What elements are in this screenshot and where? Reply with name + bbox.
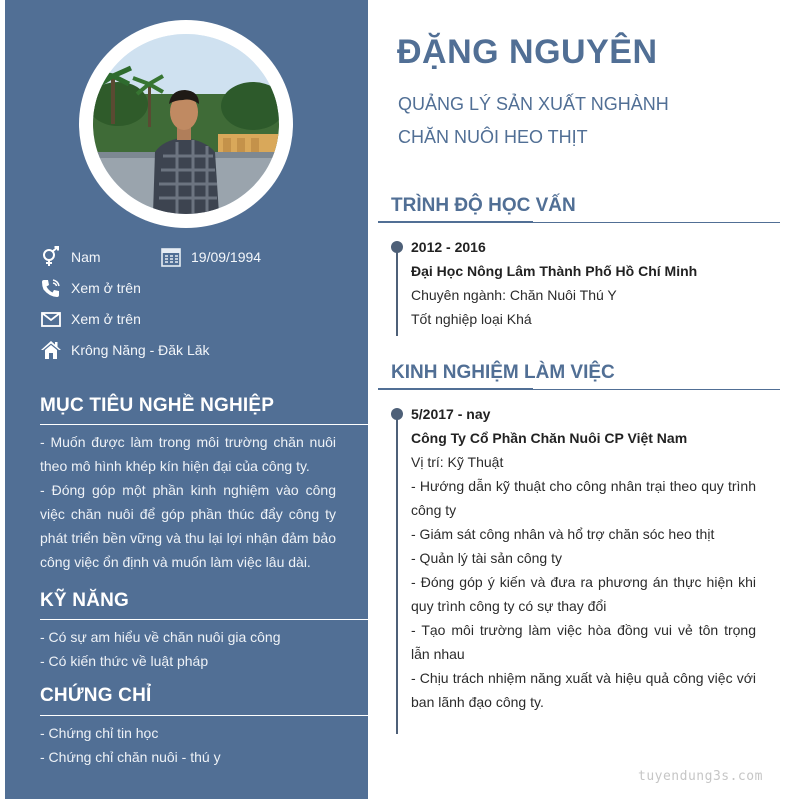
contact-phone [40, 277, 141, 299]
list-item: - Quản lý tài sản công ty [411, 550, 562, 566]
profile-title-line-1: QUẢNG LÝ SẢN XUẤT NGHÀNH [398, 94, 669, 114]
education-major: Chuyên ngành: Chăn Nuôi Thú Y [411, 287, 617, 303]
list-item: - Hướng dẫn kỹ thuật cho công nhân trại theo quy trình công ty [411, 478, 756, 518]
profile-title-line-2: CHĂN NUÔI HEO THỊT [398, 127, 588, 147]
experience-heading: KINH NGHIỆM LÀM VIỆC [391, 362, 615, 383]
objective-divider [40, 424, 368, 425]
experience-block [411, 402, 756, 714]
list-item: - Có kiến thức về luật pháp [40, 653, 209, 669]
skills-list [40, 625, 281, 673]
objective-paragraph-1: - Muốn được làm trong môi trường chăn nuôi theo mô hình khép kín hiện đại của công ty. [40, 434, 336, 474]
home-icon [40, 339, 62, 361]
experience-position: Vị trí: Kỹ Thuật [411, 454, 504, 470]
objective-paragraph-2: - Đóng góp một phần kinh nghiệm vào công việc chăn nuôi để góp phần thúc đẩy công ty phát triển bền vững và thu lại lợi nhận đảm bảo công việc ổn định và muốn làm việc lâu dài. [40, 482, 336, 570]
envelope-icon [40, 308, 62, 330]
contact-gender [40, 246, 101, 268]
contact-birthday [160, 246, 261, 268]
email-value: Xem ở trên [71, 311, 141, 327]
gender-icon [40, 246, 62, 268]
certificates-heading: CHỨNG CHỈ [40, 685, 152, 706]
address-value: Krông Năng - Đăk Lăk [71, 342, 210, 358]
phone-icon [40, 277, 62, 299]
profile-photo [93, 34, 279, 214]
watermark: tuyendung3s.com [638, 769, 763, 784]
sidebar [5, 0, 368, 799]
profile-photo-illustration [93, 34, 279, 214]
profile-title [398, 88, 669, 154]
experience-divider-accent [378, 388, 533, 390]
birthday-value: 19/09/1994 [191, 249, 262, 265]
certificates-list [40, 721, 221, 769]
profile-name: ĐẶNG NGUYÊN [397, 33, 658, 71]
education-timeline-dot [391, 241, 403, 253]
objective-heading: MỤC TIÊU NGHỀ NGHIỆP [40, 395, 275, 416]
education-school: Đại Học Nông Lâm Thành Phố Hồ Chí Minh [411, 263, 698, 279]
list-item: - Chịu trách nhiệm năng xuất và hiệu quả công việc với ban lãnh đạo công ty. [411, 670, 756, 710]
contact-email [40, 308, 141, 330]
education-grade: Tốt nghiệp loại Khá [411, 311, 532, 327]
list-item: - Có sự am hiểu về chăn nuôi gia công [40, 629, 281, 645]
education-period: 2012 - 2016 [411, 239, 486, 255]
certificates-divider [40, 715, 368, 716]
list-item: - Giám sát công nhân và hổ trợ chăn sóc heo thịt [411, 526, 715, 542]
education-divider-accent [378, 221, 533, 223]
skills-divider [40, 619, 368, 620]
experience-timeline-dot [391, 408, 403, 420]
skills-heading: KỸ NĂNG [40, 590, 130, 611]
experience-timeline [396, 412, 398, 734]
experience-period: 5/2017 - nay [411, 406, 491, 422]
gender-value: Nam [71, 249, 101, 265]
list-item: - Chứng chỉ tin học [40, 725, 159, 741]
experience-company: Công Ty Cổ Phần Chăn Nuôi CP Việt Nam [411, 430, 688, 446]
contact-address [40, 339, 210, 361]
list-item: - Chứng chỉ chăn nuôi - thú y [40, 749, 221, 765]
education-heading: TRÌNH ĐỘ HỌC VẤN [391, 195, 576, 216]
calendar-icon [160, 246, 182, 268]
avatar [79, 20, 293, 228]
phone-value: Xem ở trên [71, 280, 141, 296]
education-block [411, 235, 756, 331]
list-item: - Tạo môi trường làm việc hòa đồng vui vẻ tôn trọng lẫn nhau [411, 622, 756, 662]
education-timeline [396, 246, 398, 336]
list-item: - Đóng góp ý kiến và đưa ra phương án thực hiện khi quy trình công ty có sự thay đổi [411, 574, 756, 614]
